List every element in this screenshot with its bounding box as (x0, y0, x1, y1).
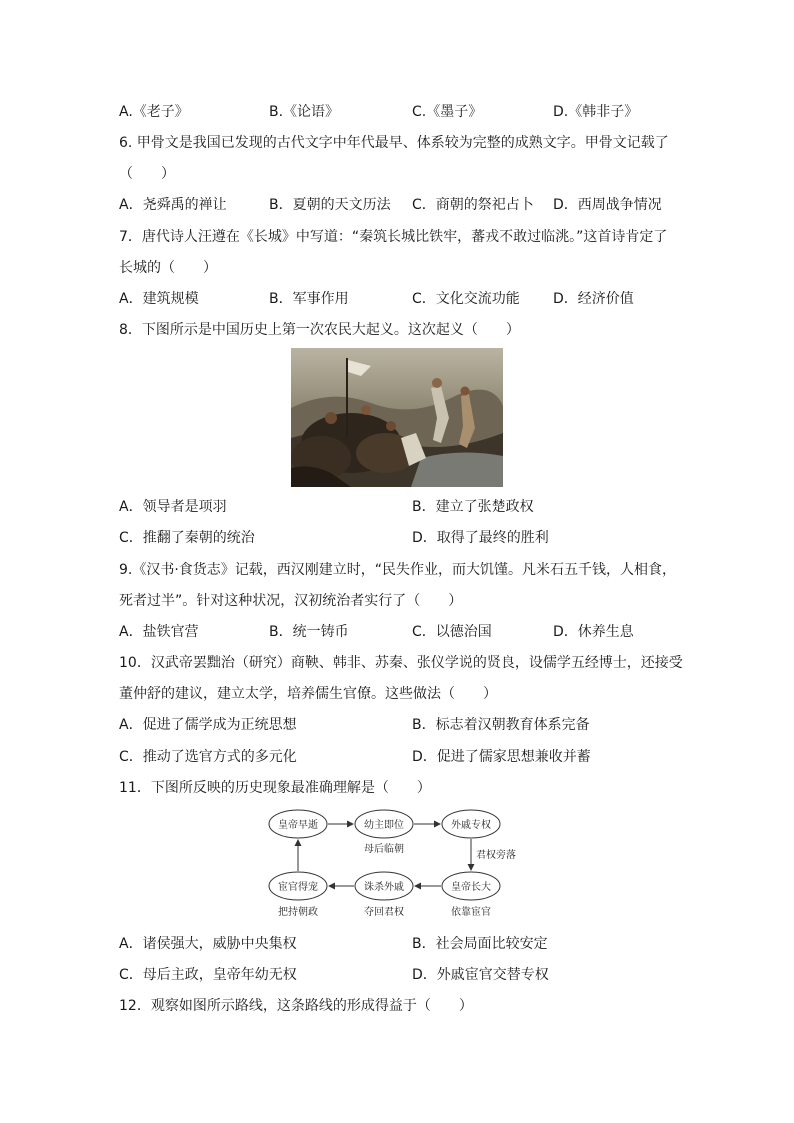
diagram-node-young-ruler-enthroned (355, 810, 413, 838)
q5-option-b: B.《论语》 (269, 104, 340, 120)
q7-stem-line2: 长城的（ ） (119, 260, 217, 276)
svg-text:皇帝早逝: 皇帝早逝 (278, 820, 318, 831)
q9-option-c: C．以德治国 (412, 624, 492, 640)
q8-option-d: D．取得了最终的胜利 (412, 530, 549, 546)
diagram-node-eunuchs-favored (269, 872, 327, 900)
q8-option-b: B．建立了张楚政权 (412, 499, 534, 515)
diagram-node-emperor-grows-up (442, 872, 500, 900)
diagram-caption-regain-power: 夺回君权 (364, 907, 404, 918)
diagram-caption-rely-on-eunuchs: 依靠宦官 (451, 907, 491, 918)
power-cycle-diagram (262, 804, 524, 922)
q6-option-a: A．尧舜禹的禅让 (119, 197, 227, 213)
q6-option-b: B．夏朝的天文历法 (269, 197, 391, 213)
q5-option-a: A.《老子》 (119, 104, 189, 120)
svg-text:外戚专权: 外戚专权 (451, 820, 491, 831)
diagram-node-consort-clan-dominance (442, 810, 500, 838)
diagram-node-emperor-early-death (269, 810, 327, 838)
q10-option-b: B．标志着汉朝教育体系完备 (412, 717, 590, 733)
diagram-node-kill-consort-clan (355, 872, 413, 900)
q9-stem-line2: 死者过半”。针对这种状况，汉初统治者实行了（ ） (119, 593, 463, 609)
q7-option-d: D．经济价值 (553, 291, 634, 307)
q6-option-d: D．西周战争情况 (553, 197, 662, 213)
svg-text:宦官得宠: 宦官得宠 (278, 882, 318, 893)
svg-text:幼主即位: 幼主即位 (364, 820, 404, 831)
q6-stem: 6. 甲骨文是我国已发现的古代文字中年代最早、体系较为完整的成熟文字。甲骨文记载了 (119, 135, 669, 151)
q11-stem: 11．下图所反映的历史现象最准确理解是（ ） (119, 780, 431, 796)
q7-option-b: B．军事作用 (269, 291, 349, 307)
diagram-caption-empress-dowager-regency: 母后临朝 (364, 844, 404, 855)
q10-stem-line2: 董仲舒的建议，建立太学，培养儒生官僚。这些做法（ ） (119, 686, 497, 702)
svg-text:诛杀外戚: 诛杀外戚 (364, 882, 404, 893)
q11-option-b: B．社会局面比较安定 (412, 936, 548, 952)
q7-stem-line1: 7．唐代诗人汪遵在《长城》中写道：“秦筑长城比铁牢，蕃戎不敢过临洮。”这首诗肯定了 (119, 229, 668, 245)
uprising-painting-image (291, 348, 503, 487)
q11-option-d: D．外戚宦官交替专权 (412, 967, 549, 983)
q11-option-c: C．母后主政，皇帝年幼无权 (119, 967, 297, 983)
q8-stem: 8．下图所示是中国历史上第一次农民大起义。这次起义（ ） (119, 322, 520, 338)
q8-option-a: A．领导者是项羽 (119, 499, 227, 515)
q7-option-c: C．文化交流功能 (412, 291, 520, 307)
diagram-caption-imperial-power-lost: 君权旁落 (476, 850, 516, 861)
q10-stem-line1: 10．汉武帝罢黜治（研究）商鞅、韩非、苏秦、张仪学说的贤良，设儒学五经博士，还接受 (119, 655, 683, 671)
q7-option-a: A．建筑规模 (119, 291, 199, 307)
diagram-caption-control-court: 把持朝政 (278, 907, 318, 918)
q12-stem: 12．观察如图所示路线，这条路线的形成得益于（ ） (119, 998, 473, 1014)
q5-option-c: C.《墨子》 (412, 104, 483, 120)
q10-option-c: C．推动了选官方式的多元化 (119, 749, 297, 765)
q9-option-a: A．盐铁官营 (119, 624, 199, 640)
q6-option-c: C．商朝的祭祀占卜 (412, 197, 534, 213)
q6-answer-paren: （ ） (119, 166, 175, 182)
q9-option-b: B．统一铸币 (269, 624, 349, 640)
q11-option-a: A．诸侯强大，威胁中央集权 (119, 936, 297, 952)
svg-text:皇帝长大: 皇帝长大 (451, 882, 491, 893)
q8-option-c: C．推翻了秦朝的统治 (119, 530, 255, 546)
q10-option-a: A．促进了儒学成为正统思想 (119, 717, 297, 733)
q5-option-d: D.《韩非子》 (553, 104, 639, 120)
q9-stem-line1: 9.《汉书·食货志》记载，西汉刚建立时，“民失作业，而大饥馑。凡米石五千钱，人相食， (119, 562, 677, 578)
q9-option-d: D．休养生息 (553, 624, 634, 640)
q10-option-d: D．促进了儒家思想兼收并蓄 (412, 749, 591, 765)
